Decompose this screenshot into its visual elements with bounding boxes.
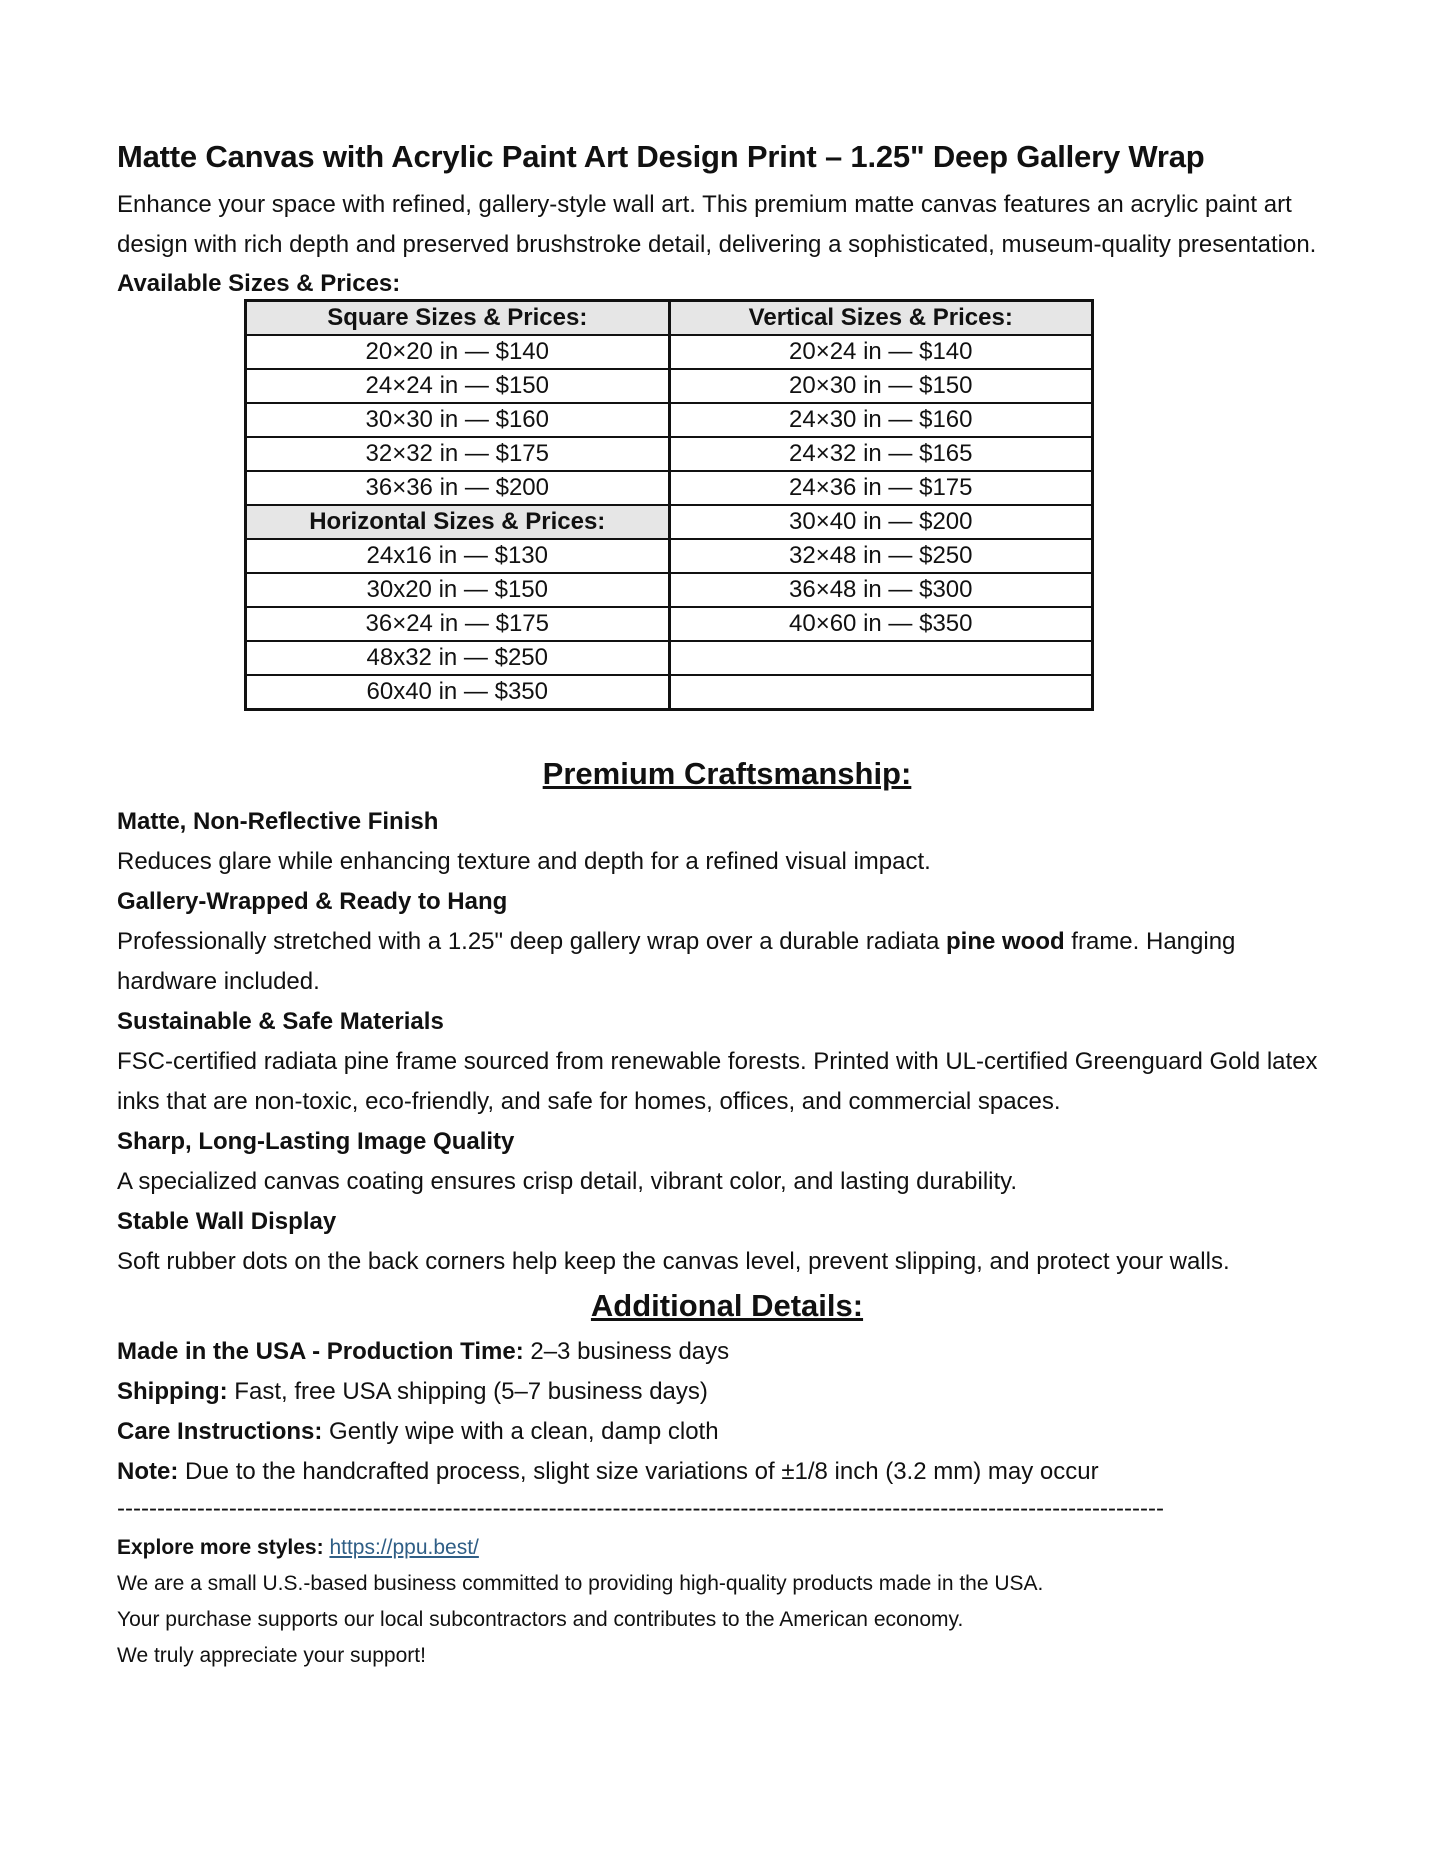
- feature-text-part: frame. Hanging hardware included.: [117, 927, 1236, 995]
- horizontal-cell: 48x32 in — $250: [246, 641, 670, 675]
- detail-value: Fast, free USA shipping (5–7 business days): [227, 1377, 708, 1405]
- document-page: [117, 138, 1337, 1674]
- table-row: [246, 369, 1093, 403]
- horizontal-cell: 60x40 in — $350: [246, 675, 670, 710]
- detail-line: [117, 1452, 1337, 1492]
- feature-list: [117, 802, 1337, 1282]
- explore-link[interactable]: https://ppu.best/: [329, 1535, 479, 1559]
- detail-label: Shipping:: [117, 1377, 228, 1405]
- vertical-cell: 20×24 in — $140: [669, 335, 1093, 369]
- feature-title: Stable Wall Display: [117, 1207, 337, 1235]
- vertical-cell: 20×30 in — $150: [669, 369, 1093, 403]
- price-table: [244, 299, 1094, 711]
- detail-line: [117, 1372, 1337, 1412]
- square-header: Square Sizes & Prices:: [246, 300, 670, 335]
- feature-text: FSC-certified radiata pine frame sourced from renewable forests. Printed with UL-certified Greenguard Gold latex inks that are non-toxic, eco-friendly, and safe for homes, offices, and commercial spaces.: [117, 1047, 1318, 1115]
- table-row: [246, 505, 1093, 539]
- explore-line: [117, 1530, 1337, 1566]
- available-sizes-label: Available Sizes & Prices:: [117, 269, 401, 297]
- details-heading: Additional Details:: [590, 1287, 864, 1323]
- square-cell: 36×36 in — $200: [246, 471, 670, 505]
- square-cell: 20×20 in — $140: [246, 335, 670, 369]
- feature-title: Sustainable & Safe Materials: [117, 1007, 444, 1035]
- footer-text: Your purchase supports our local subcontractors and contributes to the American economy.: [117, 1607, 964, 1631]
- table-row: [246, 641, 1093, 675]
- table-row: [246, 335, 1093, 369]
- dashed-divider: -----------------------------------------------------------------------------------------------------------------------------------: [117, 1494, 1164, 1522]
- vertical-cell: 24×30 in — $160: [669, 403, 1093, 437]
- horizontal-cell: 30x20 in — $150: [246, 573, 670, 607]
- table-row: [246, 300, 1093, 335]
- vertical-cell: 24×36 in — $175: [669, 471, 1093, 505]
- footer-text: We truly appreciate your support!: [117, 1643, 426, 1667]
- detail-line: [117, 1412, 1337, 1452]
- horizontal-cell: 24x16 in — $130: [246, 539, 670, 573]
- detail-value: Gently wipe with a clean, damp cloth: [322, 1417, 719, 1445]
- feature-text: A specialized canvas coating ensures crisp detail, vibrant color, and lasting durability.: [117, 1167, 1018, 1195]
- vertical-cell: 32×48 in — $250: [669, 539, 1093, 573]
- feature-title: Matte, Non-Reflective Finish: [117, 807, 439, 835]
- feature-text-bold: pine wood: [945, 927, 1065, 955]
- footer: [117, 1530, 1337, 1674]
- square-cell: 32×32 in — $175: [246, 437, 670, 471]
- details-list: [117, 1332, 1337, 1492]
- feature-title: Sharp, Long-Lasting Image Quality: [117, 1127, 515, 1155]
- craftsmanship-heading: Premium Craftsmanship:: [542, 755, 912, 791]
- feature-text-part: Professionally stretched with a 1.25" deep gallery wrap over a durable radiata: [117, 927, 946, 955]
- detail-value: 2–3 business days: [523, 1337, 730, 1365]
- table-row: [246, 471, 1093, 505]
- detail-value: Due to the handcrafted process, slight size variations of ±1/8 inch (3.2 mm) may occur: [178, 1457, 1099, 1485]
- product-title: Matte Canvas with Acrylic Paint Art Design Print – 1.25" Deep Gallery Wrap: [117, 139, 1205, 174]
- detail-label: Care Instructions:: [117, 1417, 323, 1445]
- horizontal-cell: 36×24 in — $175: [246, 607, 670, 641]
- table-row: [246, 539, 1093, 573]
- square-cell: 30×30 in — $160: [246, 403, 670, 437]
- detail-line: [117, 1332, 1337, 1372]
- vertical-cell: 24×32 in — $165: [669, 437, 1093, 471]
- horizontal-header: Horizontal Sizes & Prices:: [246, 505, 670, 539]
- explore-label: Explore more styles:: [117, 1535, 324, 1559]
- table-row: [246, 403, 1093, 437]
- table-row: [246, 437, 1093, 471]
- vertical-cell-empty: [669, 675, 1093, 710]
- vertical-cell-empty: [669, 641, 1093, 675]
- table-row: [246, 675, 1093, 710]
- feature-text: Soft rubber dots on the back corners help keep the canvas level, prevent slipping, and protect your walls.: [117, 1247, 1230, 1275]
- vertical-cell: 40×60 in — $350: [669, 607, 1093, 641]
- feature-title: Gallery-Wrapped & Ready to Hang: [117, 887, 508, 915]
- intro-paragraph: Enhance your space with refined, gallery-style wall art. This premium matte canvas features an acrylic paint art design with rich depth and preserved brushstroke detail, delivering a sophisticated, museum-quality presentation.: [117, 190, 1317, 258]
- detail-label: Note:: [117, 1457, 179, 1485]
- feature-text: [117, 922, 1337, 1002]
- square-cell: 24×24 in — $150: [246, 369, 670, 403]
- vertical-cell: 30×40 in — $200: [669, 505, 1093, 539]
- vertical-cell: 36×48 in — $300: [669, 573, 1093, 607]
- table-row: [246, 573, 1093, 607]
- table-row: [246, 607, 1093, 641]
- vertical-header: Vertical Sizes & Prices:: [669, 300, 1093, 335]
- footer-text: We are a small U.S.-based business committed to providing high-quality products made in the USA.: [117, 1571, 1044, 1595]
- detail-label: Made in the USA - Production Time:: [117, 1337, 524, 1365]
- feature-text: Reduces glare while enhancing texture and depth for a refined visual impact.: [117, 847, 931, 875]
